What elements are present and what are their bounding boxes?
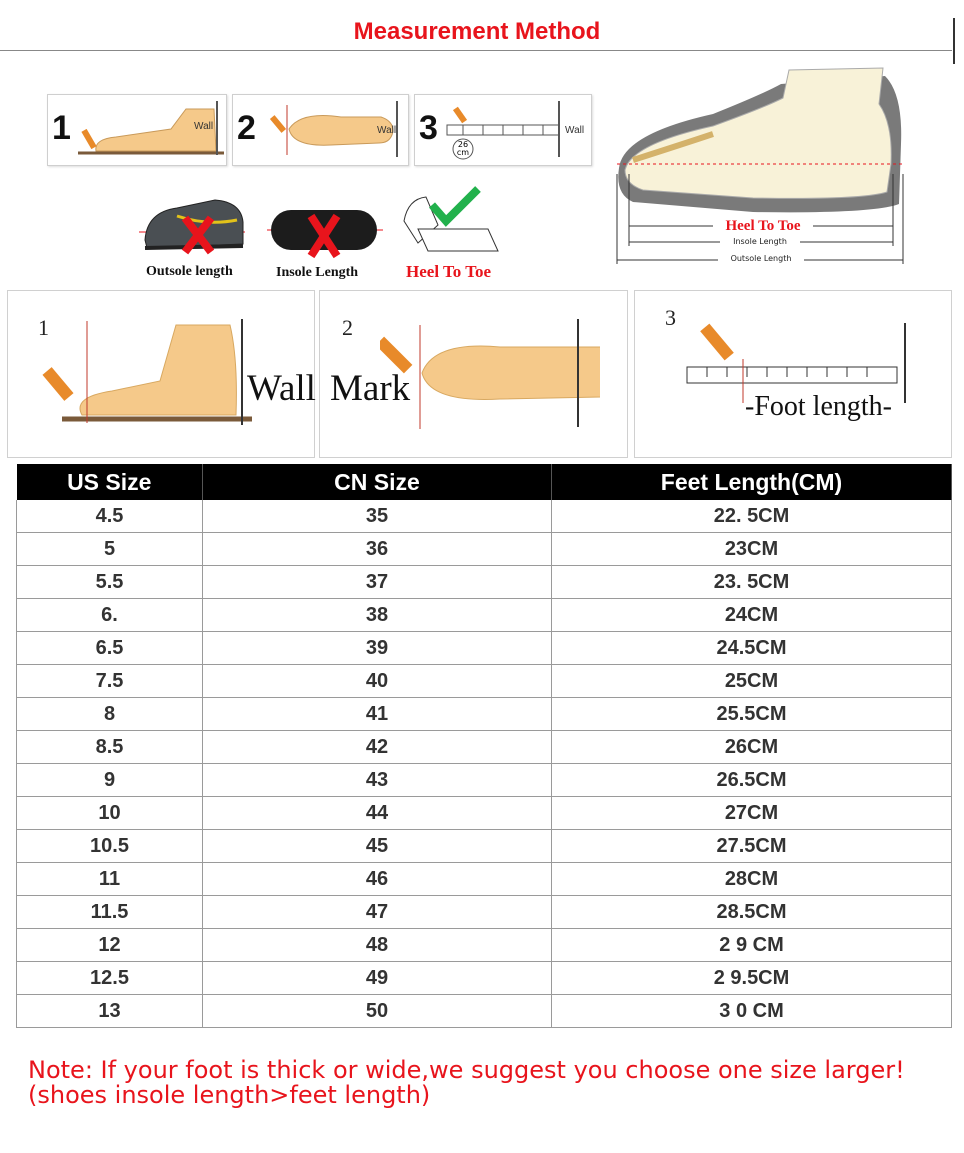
note-line-2: (shoes insole length>feet length)	[28, 1081, 431, 1109]
step-card-3	[414, 94, 592, 166]
step-number: 3	[419, 109, 438, 147]
table-row	[17, 665, 952, 698]
feet-length-cell: 25CM	[552, 665, 952, 698]
edge-divider	[953, 18, 955, 64]
step-card-1	[47, 94, 227, 166]
note-line-1: Note: If your foot is thick or wide,we suggest you choose one size larger!	[28, 1056, 905, 1084]
step-card-2	[232, 94, 409, 166]
wall-label: Wall	[565, 125, 585, 136]
us-size-cell: 10	[17, 797, 203, 830]
panel-label-wall: Wall	[247, 368, 316, 409]
feet-length-cell: 27CM	[552, 797, 952, 830]
us-size-cell: 11.5	[17, 896, 203, 929]
table-row	[17, 731, 952, 764]
panel-number: 2	[342, 315, 353, 340]
us-size-cell: 8.5	[17, 731, 203, 764]
panel-label-foot-length: -Foot length-	[745, 391, 892, 422]
us-size-cell: 12.5	[17, 962, 203, 995]
cn-size-cell: 46	[203, 863, 552, 896]
us-size-cell: 13	[17, 995, 203, 1028]
size-note	[28, 1058, 905, 1108]
feet-length-cell: 23. 5CM	[552, 566, 952, 599]
cn-size-cell: 45	[203, 830, 552, 863]
panel-label-mark: Mark	[330, 368, 411, 409]
panel-number: 3	[665, 305, 676, 330]
step-number: 1	[52, 109, 71, 147]
table-row	[17, 797, 952, 830]
header-feet-length: Feet Length(CM)	[552, 464, 952, 500]
cn-size-cell: 36	[203, 533, 552, 566]
ruler-unit: cm	[456, 148, 470, 157]
table-row	[17, 995, 952, 1028]
measure-panel-1	[7, 290, 315, 458]
cn-size-cell: 41	[203, 698, 552, 731]
title-divider	[0, 50, 952, 51]
feet-length-cell: 27.5CM	[552, 830, 952, 863]
feet-length-cell: 28.5CM	[552, 896, 952, 929]
feet-length-cell: 22. 5CM	[552, 500, 952, 533]
us-size-cell: 8	[17, 698, 203, 731]
feet-length-cell: 2 9.5CM	[552, 962, 952, 995]
table-row	[17, 533, 952, 566]
heel-to-toe-image	[398, 185, 504, 261]
cn-size-cell: 40	[203, 665, 552, 698]
us-size-cell: 6.5	[17, 632, 203, 665]
cn-size-cell: 38	[203, 599, 552, 632]
us-size-cell: 10.5	[17, 830, 203, 863]
us-size-cell: 5	[17, 533, 203, 566]
cn-size-cell: 43	[203, 764, 552, 797]
feet-length-cell: 25.5CM	[552, 698, 952, 731]
feet-length-cell: 2 9 CM	[552, 929, 952, 962]
insole-image	[265, 200, 385, 262]
cn-size-cell: 44	[203, 797, 552, 830]
diagram-outsole-length: Outsole Length	[718, 254, 804, 263]
header-us-size: US Size	[17, 464, 203, 500]
table-row	[17, 929, 952, 962]
page-title: Measurement Method	[353, 18, 601, 45]
feet-length-cell: 23CM	[552, 533, 952, 566]
step-number: 2	[237, 109, 256, 147]
cn-size-cell: 47	[203, 896, 552, 929]
table-row	[17, 830, 952, 863]
cn-size-cell: 49	[203, 962, 552, 995]
table-row	[17, 632, 952, 665]
heel-to-toe-caption: Heel To Toe	[406, 262, 492, 281]
panel-number: 1	[38, 315, 49, 340]
outsole-caption: Outsole length	[146, 264, 233, 279]
table-row	[17, 566, 952, 599]
foot-wall-illustration	[42, 319, 252, 429]
feet-length-cell: 28CM	[552, 863, 952, 896]
table-row	[17, 863, 952, 896]
foot-top-illustration	[380, 321, 600, 431]
feet-length-cell: 26.5CM	[552, 764, 952, 797]
diagram-insole-length: Insole Length	[720, 237, 800, 246]
table-row	[17, 599, 952, 632]
us-size-cell: 4.5	[17, 500, 203, 533]
header-cn-size: CN Size	[203, 464, 552, 500]
us-size-cell: 12	[17, 929, 203, 962]
us-size-cell: 11	[17, 863, 203, 896]
us-size-cell: 7.5	[17, 665, 203, 698]
table-row	[17, 962, 952, 995]
table-row	[17, 500, 952, 533]
table-row	[17, 896, 952, 929]
insole-caption: Insole Length	[276, 265, 359, 280]
cn-size-cell: 50	[203, 995, 552, 1028]
table-row	[17, 764, 952, 797]
measure-panel-3	[634, 290, 952, 458]
ruler-badge	[455, 141, 471, 157]
feet-length-cell: 26CM	[552, 731, 952, 764]
us-size-cell: 9	[17, 764, 203, 797]
cn-size-cell: 37	[203, 566, 552, 599]
wall-label: Wall	[377, 125, 397, 136]
wall-hatch-icon	[576, 319, 590, 429]
ruler-value: 26	[457, 140, 469, 149]
feet-length-cell: 24CM	[552, 599, 952, 632]
size-chart-table	[16, 464, 952, 1028]
wall-label: Wall	[194, 121, 214, 132]
diagram-heel-to-toe: Heel To Toe	[713, 218, 813, 235]
measure-panel-2	[319, 290, 628, 458]
outsole-shoe-image	[137, 192, 247, 262]
feet-length-cell: 24.5CM	[552, 632, 952, 665]
cn-size-cell: 48	[203, 929, 552, 962]
table-row	[17, 698, 952, 731]
cn-size-cell: 35	[203, 500, 552, 533]
feet-length-cell: 3 0 CM	[552, 995, 952, 1028]
us-size-cell: 5.5	[17, 566, 203, 599]
cn-size-cell: 39	[203, 632, 552, 665]
us-size-cell: 6.	[17, 599, 203, 632]
cn-size-cell: 42	[203, 731, 552, 764]
table-header-row	[17, 464, 952, 500]
